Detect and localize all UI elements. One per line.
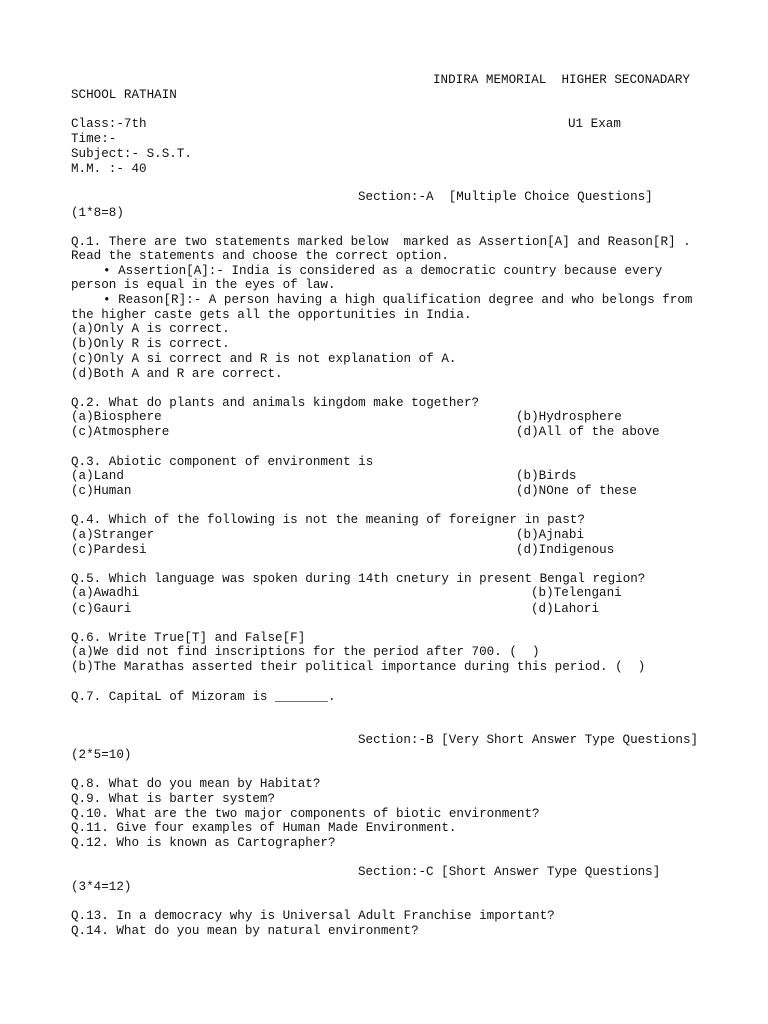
- section-c-title: Section:-C [Short Answer Type Questions]: [358, 865, 661, 879]
- exam-label: U1 Exam: [568, 117, 621, 131]
- section-a-title: Section:-A [Multiple Choice Questions]: [358, 190, 653, 204]
- q3-option-a: (a)Land: [71, 469, 124, 483]
- section-b-title: Section:-B [Very Short Answer Type Questions]: [358, 733, 699, 747]
- question-8: Q.8. What do you mean by Habitat?: [71, 777, 321, 791]
- q4-option-a: (a)Stranger: [71, 528, 155, 542]
- question-4: Q.4. Which of the following is not the meaning of foreigner in past?: [71, 513, 585, 527]
- question-5: Q.5. Which language was spoken during 14th cnetury in present Bengal region?: [71, 572, 646, 586]
- assertion-statement-cont: person is equal in the eyes of law.: [71, 278, 336, 292]
- q3-option-c: (c)Human: [71, 484, 132, 498]
- q3-option-d: (d)NOne of these: [516, 484, 637, 498]
- q2-option-b: (b)Hydrosphere: [516, 410, 622, 424]
- q1-option-b: (b)Only R is correct.: [71, 337, 230, 351]
- q1-option-c: (c)Only A si correct and R is not explanation of A.: [71, 352, 457, 366]
- q4-option-c: (c)Pardesi: [71, 543, 147, 557]
- q5-option-a: (a)Awadhi: [71, 586, 140, 600]
- assertion-statement: • Assertion[A]:- India is considered as a democratic country because every: [103, 264, 663, 278]
- q6-statement-b: (b)The Marathas asserted their political importance during this period. ( ): [71, 660, 646, 674]
- school-name-line1: INDIRA MEMORIAL HIGHER SECONADARY: [433, 73, 690, 87]
- subject-label: Subject:- S.S.T.: [71, 147, 192, 161]
- question-6: Q.6. Write True[T] and False[F]: [71, 631, 306, 645]
- section-c-marks: (3*4=12): [71, 880, 132, 894]
- time-label: Time:-: [71, 132, 117, 146]
- q2-option-c: (c)Atmosphere: [71, 425, 170, 439]
- q2-option-d: (d)All of the above: [516, 425, 660, 439]
- class-label: Class:-7th: [71, 117, 147, 131]
- max-marks-label: M.M. :- 40: [71, 162, 147, 176]
- question-13: Q.13. In a democracy why is Universal Adult Franchise important?: [71, 909, 555, 923]
- question-10: Q.10. What are the two major components of biotic environment?: [71, 807, 540, 821]
- question-11: Q.11. Give four examples of Human Made Environment.: [71, 821, 457, 835]
- q3-option-b: (b)Birds: [516, 469, 577, 483]
- question-2: Q.2. What do plants and animals kingdom make together?: [71, 396, 480, 410]
- question-1-line2: Read the statements and choose the correct option.: [71, 249, 449, 263]
- q6-statement-a: (a)We did not find inscriptions for the period after 700. ( ): [71, 645, 540, 659]
- question-7: Q.7. CapitaL of Mizoram is _______.: [71, 690, 336, 704]
- q4-option-b: (b)Ajnabi: [516, 528, 585, 542]
- question-14: Q.14. What do you mean by natural environment?: [71, 924, 419, 938]
- section-a-marks: (1*8=8): [71, 206, 124, 220]
- q5-option-b: (b)Telengani: [531, 586, 622, 600]
- q2-option-a: (a)Biosphere: [71, 410, 162, 424]
- question-3: Q.3. Abiotic component of environment is: [71, 455, 374, 469]
- q5-option-d: (d)Lahori: [531, 602, 600, 616]
- section-b-marks: (2*5=10): [71, 748, 132, 762]
- q1-option-d: (d)Both A and R are correct.: [71, 367, 283, 381]
- q1-option-a: (a)Only A is correct.: [71, 322, 230, 336]
- school-name-line2: SCHOOL RATHAIN: [71, 88, 177, 102]
- reason-statement-cont: the higher caste gets all the opportunities in India.: [71, 308, 472, 322]
- q4-option-d: (d)Indigenous: [516, 543, 615, 557]
- question-9: Q.9. What is barter system?: [71, 792, 276, 806]
- reason-statement: • Reason[R]:- A person having a high qualification degree and who belongs from: [103, 293, 693, 307]
- question-12: Q.12. Who is known as Cartographer?: [71, 836, 336, 850]
- question-1: Q.1. There are two statements marked below marked as Assertion[A] and Reason[R] .: [71, 235, 691, 249]
- q5-option-c: (c)Gauri: [71, 602, 132, 616]
